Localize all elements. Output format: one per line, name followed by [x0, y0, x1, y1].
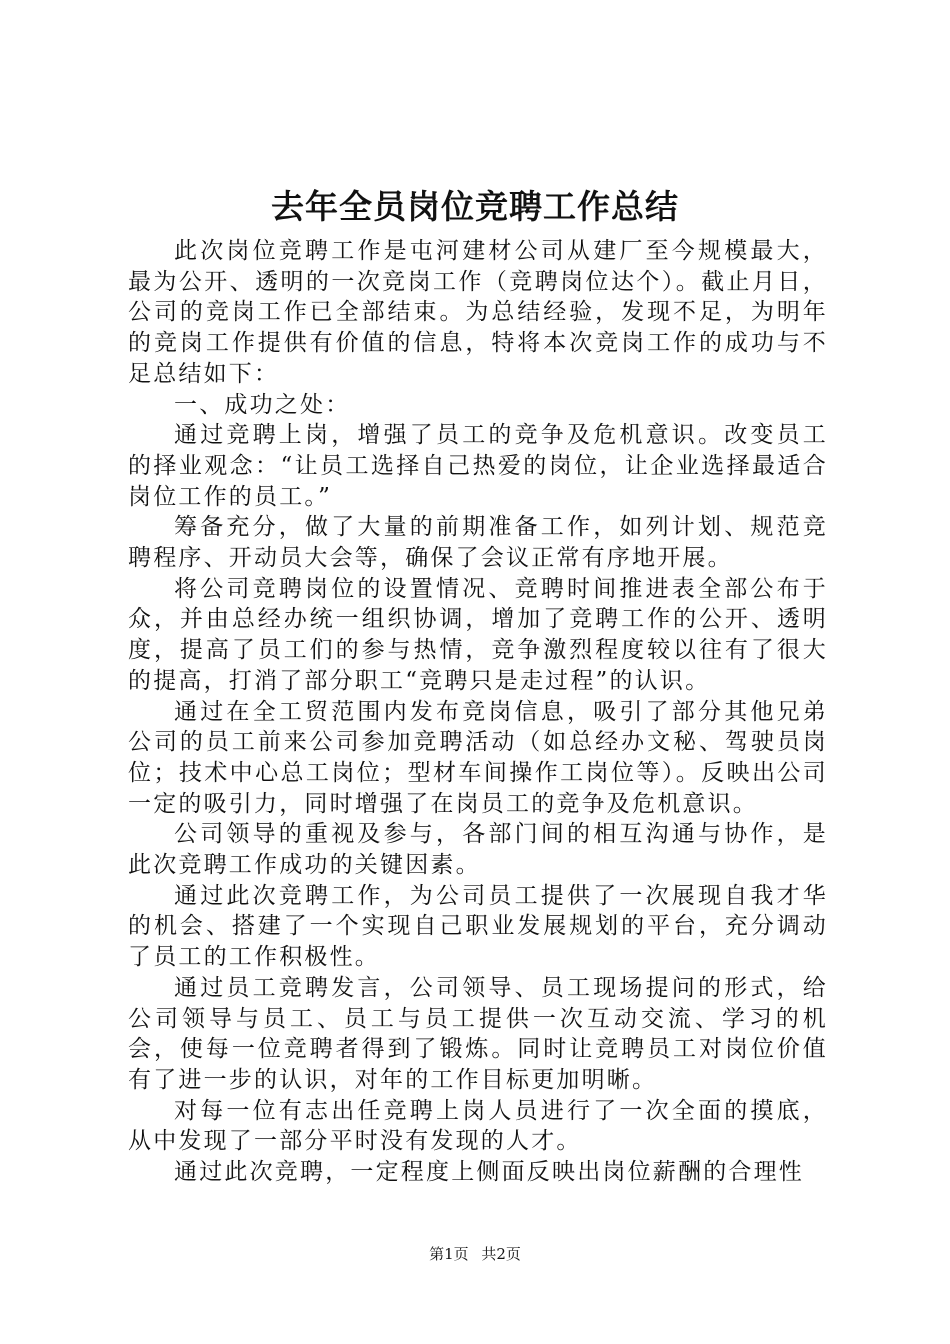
paragraph: 通过此次竞聘工作，为公司员工提供了一次展现自我才华的机会、搭建了一个实现自己职业发展规划的平台，充分调动了员工的工作积极性。 [128, 882, 828, 971]
section-heading: 一、成功之处： [174, 391, 351, 418]
paragraph: 通过此次竞聘，一定程度上侧面反映出岗位薪酬的合理性 [174, 1159, 804, 1186]
document-title: 去年全员岗位竞聘工作总结 [271, 187, 679, 226]
paragraph: 此次岗位竞聘工作是屯河建材公司从建厂至今规模最大，最为公开、透明的一次竞岗工作（竞聘岗位达个）。截止月日，公司的竞岗工作已全部结束。为总结经验，发现不足，为明年的竞岗工作提供有价值的信息，特将本次竞岗工作的成功与不足总结如下： [128, 238, 828, 387]
paragraph: 通过竞聘上岗，增强了员工的竞争及危机意识。改变员工的择业观念：“让员工选择自己热爱的岗位，让企业选择最适合岗位工作的员工。” [128, 422, 828, 510]
paragraph: 通过员工竞聘发言，公司领导、员工现场提问的形式，给公司领导与员工、员工与员工提供一次互动交流、学习的机会，使每一位竞聘者得到了锻炼。同时让竞聘员工对岗位价值有了进一步的认识，对年的工作目标更加明晰。 [128, 974, 828, 1093]
document-body [128, 236, 828, 1188]
paragraph: 筹备充分，做了大量的前期准备工作，如列计划、规范竞聘程序、开动员大会等，确保了会议正常有序地开展。 [128, 514, 828, 572]
page-footer [0, 1244, 950, 1264]
paragraph: 通过在全工贸范围内发布竞岗信息，吸引了部分其他兄弟公司的员工前来公司参加竞聘活动（如总经办文秘、驾驶员岗位；技术中心总工岗位；型材车间操作工岗位等）。反映出公司一定的吸引力，同时增强了在岗员工的竞争及危机意识。 [128, 698, 828, 817]
page-total: 共2页 [481, 1245, 521, 1263]
paragraph: 将公司竞聘岗位的设置情况、竞聘时间推进表全部公布于众，并由总经办统一组织协调，增加了竞聘工作的公开、透明度，提高了员工们的参与热情，竞争激烈程度较以往有了很大的提高，打消了部分职工“竞聘只是走过程”的认识。 [128, 575, 828, 694]
paragraph: 公司领导的重视及参与，各部门间的相互沟通与协作，是此次竞聘工作成功的关键因素。 [128, 821, 828, 879]
paragraph: 对每一位有志出任竞聘上岗人员进行了一次全面的摸底，从中发现了一部分平时没有发现的人才。 [128, 1097, 828, 1155]
page-number: 第1页 [429, 1245, 469, 1263]
